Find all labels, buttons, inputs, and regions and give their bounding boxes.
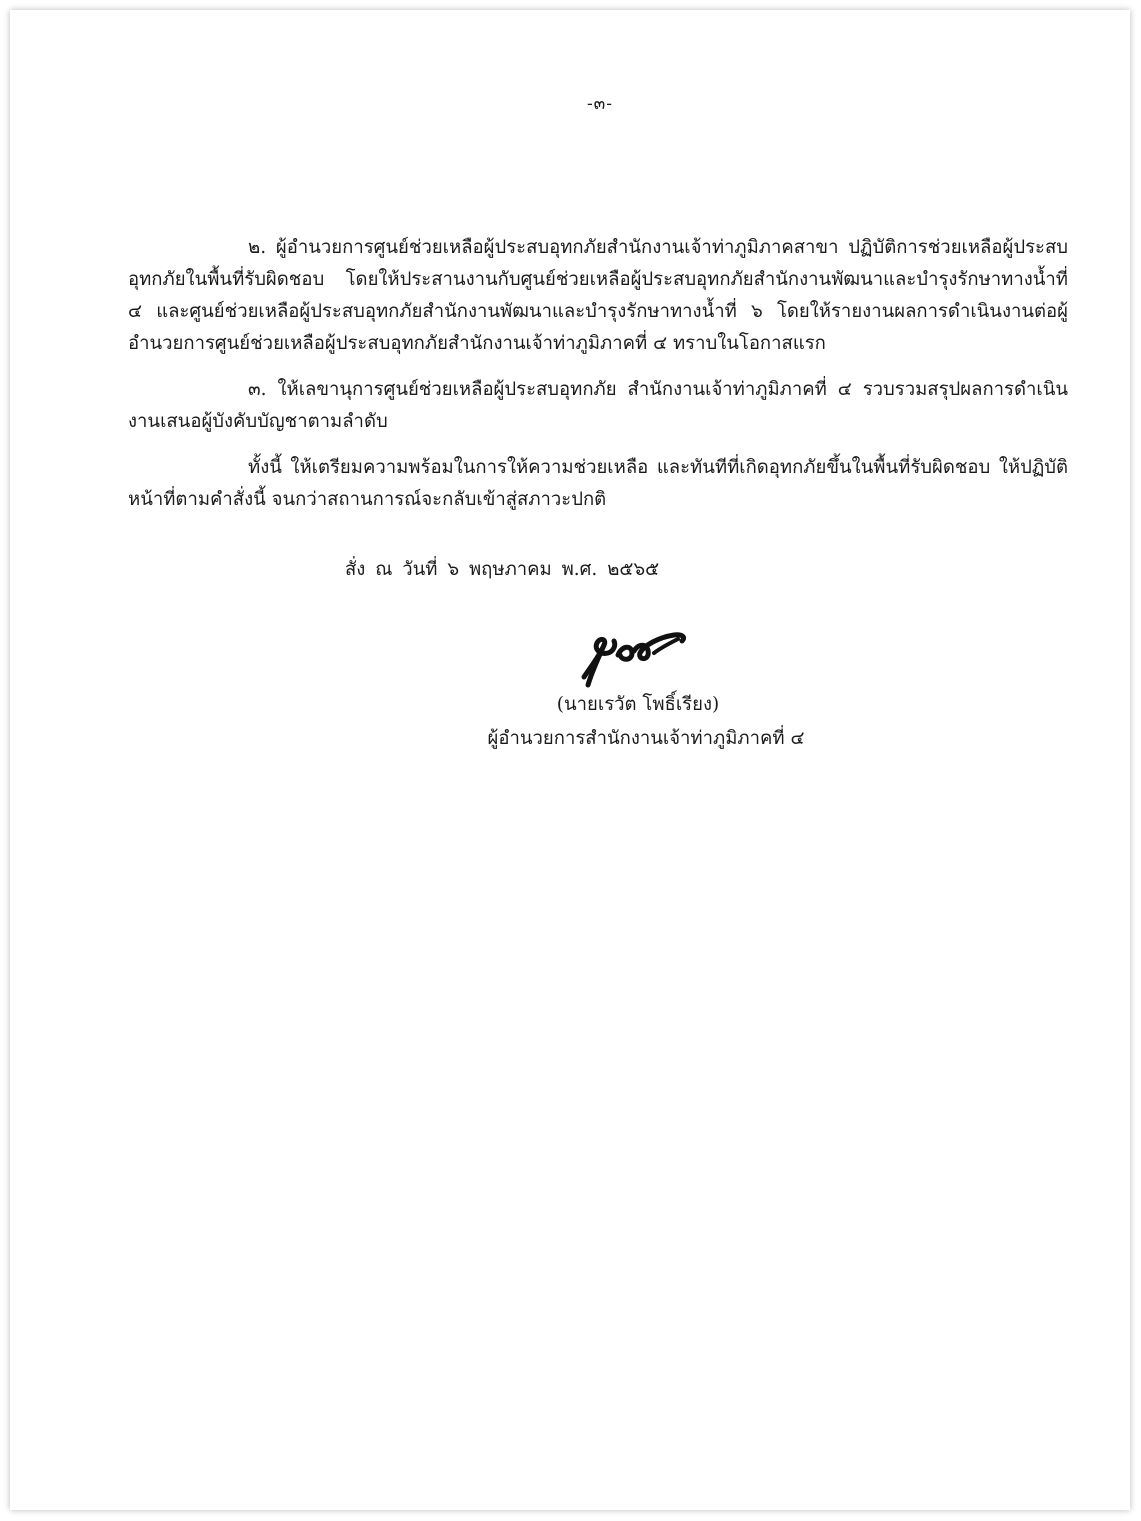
handwritten-signature xyxy=(570,615,710,695)
page-number: -๓- xyxy=(586,94,614,114)
signer-name: (นายเรวัต โพธิ์เรียง) xyxy=(556,694,720,715)
paragraph-item-3: ๓. ให้เลขานุการศูนย์ช่วยเหลือผู้ประสบอุทกภัย สำนักงานเจ้าท่าภูมิภาคที่ ๔ รวบรวมสรุปผลการดำเนินงานเสนอผู้บังคับบัญชาตามลำดับ xyxy=(128,379,1068,432)
paragraph-closing: ทั้งนี้ ให้เตรียมความพร้อมในการให้ความช่วยเหลือ และทันทีที่เกิดอุทกภัยขึ้นในพื้นที่รับผิดชอบ ให้ปฏิบัติหน้าที่ตามคำสั่งนี้ จนกว่าสถานการณ์จะกลับเข้าสู่สภาวะปกติ xyxy=(128,457,1068,510)
document-body xyxy=(128,232,1068,530)
order-date-line: สั่ง ณ วันที่ ๖ พฤษภาคม พ.ศ. ๒๕๖๕ xyxy=(345,559,660,580)
signer-position: ผู้อำนวยการสำนักงานเจ้าท่าภูมิภาคที่ ๔ xyxy=(487,728,805,749)
document-page xyxy=(10,10,1130,1510)
paragraph-item-2: ๒. ผู้อำนวยการศูนย์ช่วยเหลือผู้ประสบอุทกภัยสำนักงานเจ้าท่าภูมิภาคสาขา ปฏิบัติการช่วยเหลือผู้ประสบอุทกภัยในพื้นที่รับผิดชอบ โดยให้ประสานงานกับศูนย์ช่วยเหลือผู้ประสบอุทกภัยสำนักงานพัฒนาและบำรุงรักษาทางน้ำที่ ๔ และศูนย์ช่วยเหลือผู้ประสบอุทกภัยสำนักงานพัฒนาและบำรุงรักษาทางน้ำที่ ๖ โดยให้รายงานผลการดำเนินงานต่อผู้อำนวยการศูนย์ช่วยเหลือผู้ประสบอุทกภัยสำนักงานเจ้าท่าภูมิภาคที่ ๔ ทราบในโอกาสแรก xyxy=(128,237,1068,354)
